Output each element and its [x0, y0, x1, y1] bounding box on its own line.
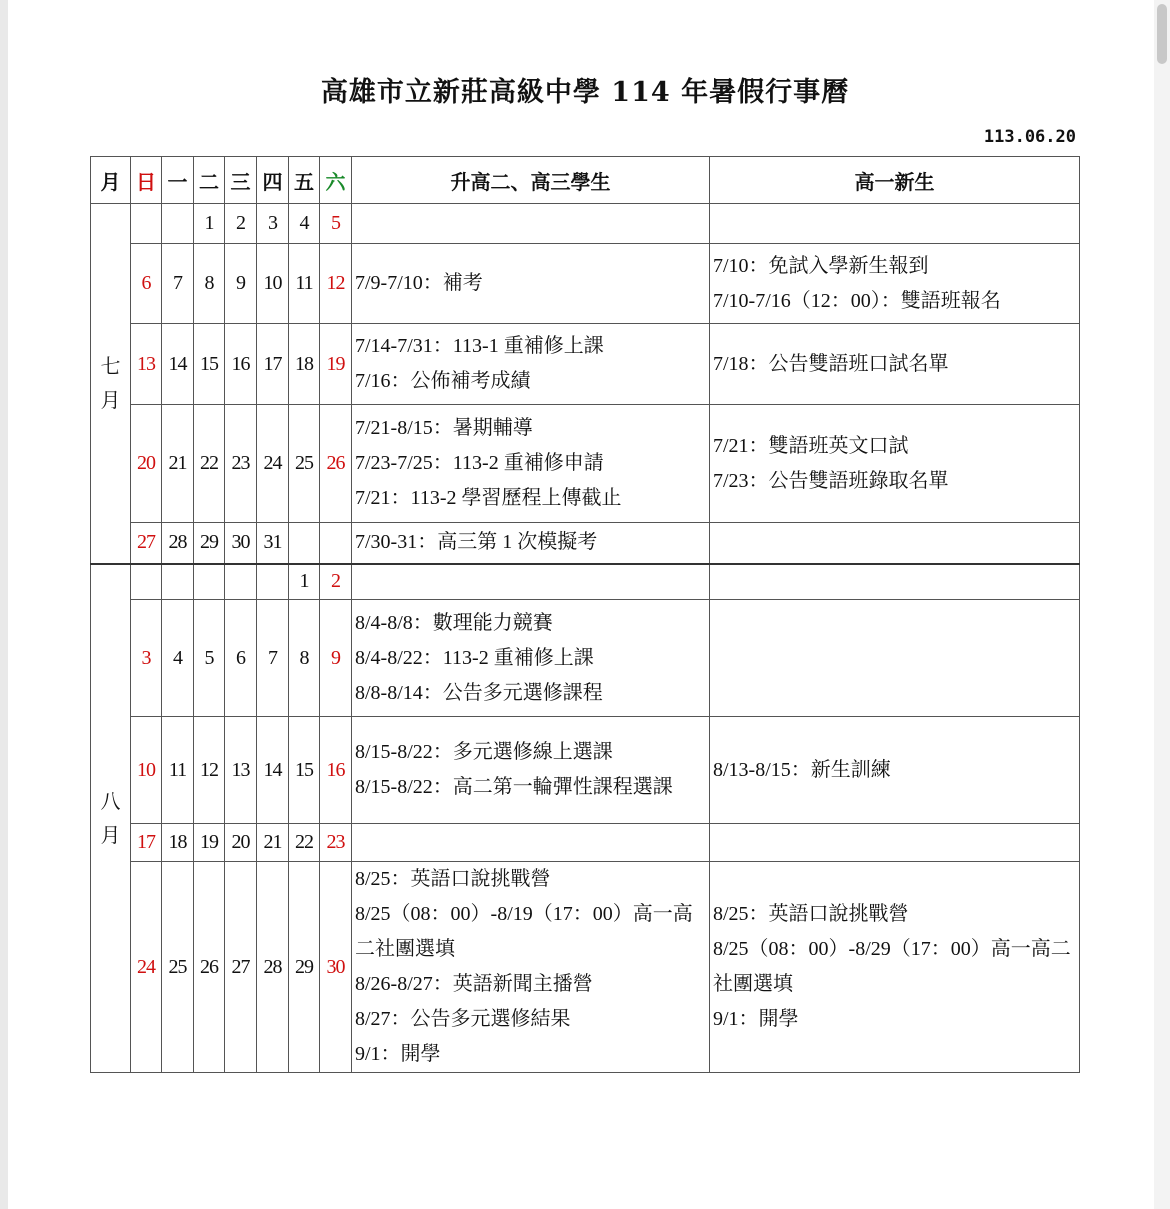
day-cell: 24 — [257, 405, 289, 523]
event-item: 7/23-7/25：113-2 重補修申請 — [355, 452, 604, 474]
event-item: 8/25（08：00）-8/29（17：00）高一高二社團選填 — [713, 938, 1071, 995]
day-cell: 1 — [289, 564, 320, 600]
freshmen-events — [710, 717, 1080, 824]
freshmen-events — [710, 405, 1080, 523]
day-cell: 11 — [162, 717, 194, 824]
day-cell: 7 — [162, 244, 194, 324]
header-sun: 日 — [131, 157, 162, 204]
week-row — [91, 324, 1080, 405]
day-cell: 12 — [194, 717, 225, 824]
day-cell: 4 — [289, 204, 320, 244]
day-cell — [225, 564, 257, 600]
day-cell: 7 — [257, 600, 289, 717]
day-cell: 21 — [162, 405, 194, 523]
day-cell: 24 — [131, 862, 162, 1073]
week-row — [91, 244, 1080, 324]
day-cell: 14 — [257, 717, 289, 824]
document-title: 高雄市立新莊高級中學 114 年暑假行事曆 — [320, 77, 850, 108]
event-item: 8/15-8/22：多元選修線上選課 — [355, 741, 613, 763]
day-cell: 5 — [320, 204, 352, 244]
day-cell: 23 — [225, 405, 257, 523]
day-cell: 14 — [162, 324, 194, 405]
scrollbar-thumb[interactable] — [1157, 4, 1167, 64]
students-events — [352, 600, 710, 717]
freshmen-events — [710, 523, 1080, 564]
day-cell — [320, 523, 352, 564]
day-cell — [289, 523, 320, 564]
day-cell: 12 — [320, 244, 352, 324]
freshmen-events — [710, 824, 1080, 862]
freshmen-events — [710, 862, 1080, 1073]
day-cell: 4 — [162, 600, 194, 717]
day-cell: 15 — [194, 324, 225, 405]
students-events — [352, 324, 710, 405]
day-cell: 3 — [257, 204, 289, 244]
day-cell: 10 — [131, 717, 162, 824]
day-cell: 29 — [194, 523, 225, 564]
day-cell — [131, 204, 162, 244]
day-cell: 11 — [289, 244, 320, 324]
week-row — [91, 564, 1080, 600]
event-item: 9/1：開學 — [355, 1043, 441, 1065]
day-cell: 29 — [289, 862, 320, 1073]
revision-date: 113.06.20 — [983, 127, 1076, 147]
day-cell: 19 — [194, 824, 225, 862]
students-events — [352, 717, 710, 824]
month-label: 七 月 — [91, 204, 131, 564]
day-cell: 30 — [225, 523, 257, 564]
day-cell: 28 — [257, 862, 289, 1073]
day-cell: 17 — [257, 324, 289, 405]
day-cell: 23 — [320, 824, 352, 862]
day-cell: 26 — [194, 862, 225, 1073]
day-cell: 31 — [257, 523, 289, 564]
day-cell: 3 — [131, 600, 162, 717]
header-mon: 一 — [162, 157, 194, 204]
freshmen-events — [710, 204, 1080, 244]
day-cell: 2 — [225, 204, 257, 244]
day-cell: 6 — [225, 600, 257, 717]
week-row — [91, 204, 1080, 244]
event-item: 7/14-7/31：113-1 重補修上課 — [355, 335, 604, 357]
students-events — [352, 244, 710, 324]
day-cell: 30 — [320, 862, 352, 1073]
day-cell: 26 — [320, 405, 352, 523]
header-freshmen: 高一新生 — [710, 157, 1080, 204]
event-item: 8/25：英語口說挑戰營 — [713, 903, 909, 925]
freshmen-events — [710, 324, 1080, 405]
event-item: 8/25：英語口說挑戰營 — [355, 868, 551, 890]
header-month: 月 — [91, 157, 131, 204]
day-cell — [162, 564, 194, 600]
day-cell: 6 — [131, 244, 162, 324]
header-students: 升高二、高三學生 — [352, 157, 710, 204]
event-item: 7/10：免試入學新生報到 — [713, 254, 929, 277]
event-item: 8/25（08：00）-8/19（17：00）高一高二社團選填 — [355, 903, 693, 960]
event-item: 7/16：公佈補考成績 — [355, 370, 531, 392]
event-item: 7/21-8/15：暑期輔導 — [355, 417, 533, 439]
day-cell: 5 — [194, 600, 225, 717]
freshmen-events — [710, 600, 1080, 717]
event-item: 7/18：公告雙語班口試名單 — [713, 352, 949, 375]
event-item: 8/4-8/8：數理能力競賽 — [355, 611, 553, 634]
calendar-table — [90, 156, 1080, 1073]
week-row — [91, 523, 1080, 564]
day-cell: 18 — [162, 824, 194, 862]
event-item: 8/8-8/14：公告多元選修課程 — [355, 681, 603, 704]
event-item: 8/4-8/22：113-2 重補修上課 — [355, 646, 594, 669]
day-cell: 13 — [131, 324, 162, 405]
day-cell: 16 — [225, 324, 257, 405]
day-cell: 9 — [320, 600, 352, 717]
week-row — [91, 824, 1080, 862]
day-cell: 16 — [320, 717, 352, 824]
event-item: 7/10-7/16（12：00）：雙語班報名 — [713, 289, 1001, 312]
freshmen-events — [710, 244, 1080, 324]
day-cell: 22 — [289, 824, 320, 862]
week-row — [91, 600, 1080, 717]
day-cell: 27 — [225, 862, 257, 1073]
event-item: 7/21：113-2 學習歷程上傳截止 — [355, 487, 622, 509]
event-item: 9/1：開學 — [713, 1008, 799, 1030]
day-cell: 8 — [289, 600, 320, 717]
header-wed: 三 — [225, 157, 257, 204]
students-events — [352, 564, 710, 600]
week-row — [91, 717, 1080, 824]
page-edge — [0, 0, 8, 1209]
students-events — [352, 824, 710, 862]
day-cell — [162, 204, 194, 244]
day-cell: 10 — [257, 244, 289, 324]
event-item: 7/23：公告雙語班錄取名單 — [713, 469, 949, 492]
students-events — [352, 204, 710, 244]
scrollbar[interactable] — [1154, 0, 1170, 1209]
event-item: 8/15-8/22：高二第一輪彈性課程選課 — [355, 776, 673, 798]
day-cell: 22 — [194, 405, 225, 523]
week-row — [91, 862, 1080, 1073]
day-cell: 8 — [194, 244, 225, 324]
header-sat: 六 — [320, 157, 352, 204]
event-item: 7/30-31：高三第 1 次模擬考 — [355, 531, 598, 554]
event-item: 7/21：雙語班英文口試 — [713, 434, 909, 457]
day-cell: 13 — [225, 717, 257, 824]
day-cell — [131, 564, 162, 600]
event-item: 8/13-8/15：新生訓練 — [713, 758, 891, 781]
day-cell: 1 — [194, 204, 225, 244]
day-cell: 9 — [225, 244, 257, 324]
event-item: 8/26-8/27：英語新聞主播營 — [355, 973, 593, 995]
day-cell — [194, 564, 225, 600]
day-cell: 25 — [289, 405, 320, 523]
header-fri: 五 — [289, 157, 320, 204]
students-events — [352, 862, 710, 1073]
calendar-body — [91, 204, 1080, 1073]
day-cell: 25 — [162, 862, 194, 1073]
students-events — [352, 523, 710, 564]
day-cell: 27 — [131, 523, 162, 564]
event-item: 7/9-7/10：補考 — [355, 272, 483, 294]
day-cell: 21 — [257, 824, 289, 862]
header-thu: 四 — [257, 157, 289, 204]
freshmen-events — [710, 564, 1080, 600]
students-events — [352, 405, 710, 523]
header-row — [91, 157, 1080, 204]
day-cell: 28 — [162, 523, 194, 564]
day-cell: 20 — [131, 405, 162, 523]
day-cell: 20 — [225, 824, 257, 862]
day-cell: 15 — [289, 717, 320, 824]
day-cell: 19 — [320, 324, 352, 405]
day-cell: 17 — [131, 824, 162, 862]
event-item: 8/27：公告多元選修結果 — [355, 1008, 571, 1030]
week-row — [91, 405, 1080, 523]
day-cell: 18 — [289, 324, 320, 405]
day-cell — [257, 564, 289, 600]
day-cell: 2 — [320, 564, 352, 600]
header-tue: 二 — [194, 157, 225, 204]
month-label: 八 月 — [91, 564, 131, 1073]
